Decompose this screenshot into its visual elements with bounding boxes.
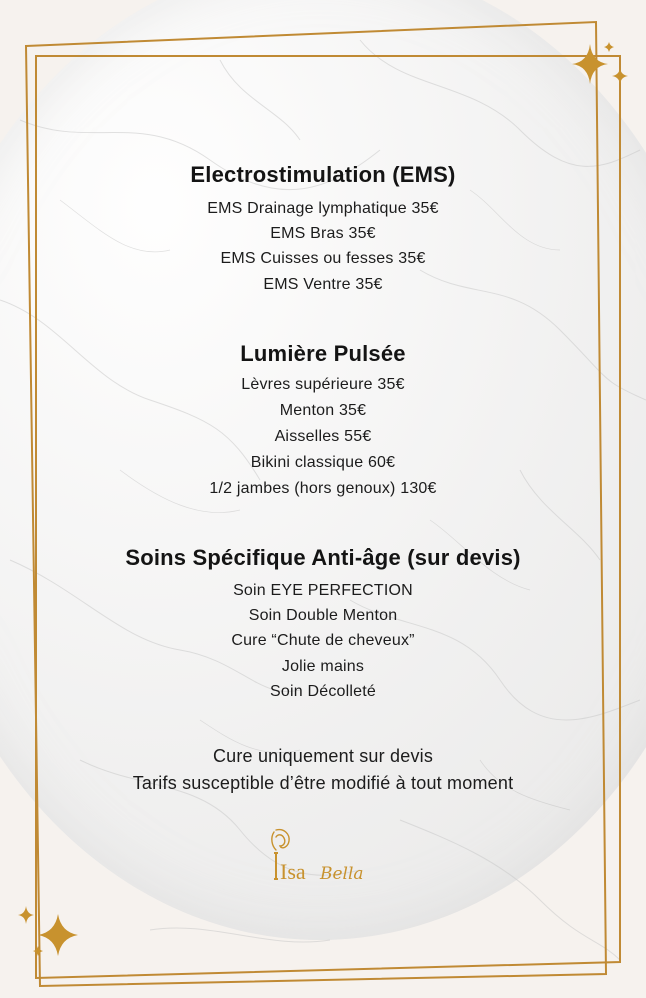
list-item: Aisselles 55€ [274, 428, 372, 445]
isabella-logo [262, 824, 398, 896]
sparkle-icon [572, 44, 608, 84]
list-item: Cure “Chute de cheveux” [231, 632, 415, 649]
list-item: EMS Drainage lymphatique 35€ [207, 200, 439, 217]
note-devis: Cure uniquement sur devis [212, 746, 434, 766]
list-item: Jolie mains [281, 658, 365, 675]
sparkle-icon [612, 68, 628, 84]
list-item: 1/2 jambes (hors genoux) 130€ [209, 480, 437, 497]
list-item: Soin Décolleté [270, 683, 376, 700]
section-title-ems: Electrostimulation (EMS) [190, 162, 456, 187]
sparkle-icon [604, 42, 614, 52]
sparkle-icon [18, 906, 34, 924]
list-item: Soin Double Menton [248, 607, 398, 624]
logo-text-script: Bella [320, 864, 364, 884]
sparkle-icon [38, 914, 78, 956]
section-title-soins-anti-age: Soins Spécifique Anti-âge (sur devis) [125, 545, 521, 570]
list-item: Menton 35€ [279, 402, 367, 419]
woman-head-icon [276, 830, 289, 848]
note-tarifs: Tarifs susceptible d’être modifié à tout moment [132, 773, 514, 793]
list-item: Soin EYE PERFECTION [233, 582, 413, 599]
list-item: EMS Cuisses ou fesses 35€ [220, 250, 426, 267]
list-item: EMS Bras 35€ [270, 225, 376, 242]
logo-text-main: Isa [280, 859, 306, 884]
list-item: Bikini classique 60€ [250, 454, 396, 471]
sparkle-icon [33, 946, 43, 956]
list-item: EMS Ventre 35€ [263, 276, 383, 293]
section-title-lumiere-pulsee: Lumière Pulsée [240, 341, 406, 366]
list-item: Lèvres supérieure 35€ [241, 376, 405, 393]
